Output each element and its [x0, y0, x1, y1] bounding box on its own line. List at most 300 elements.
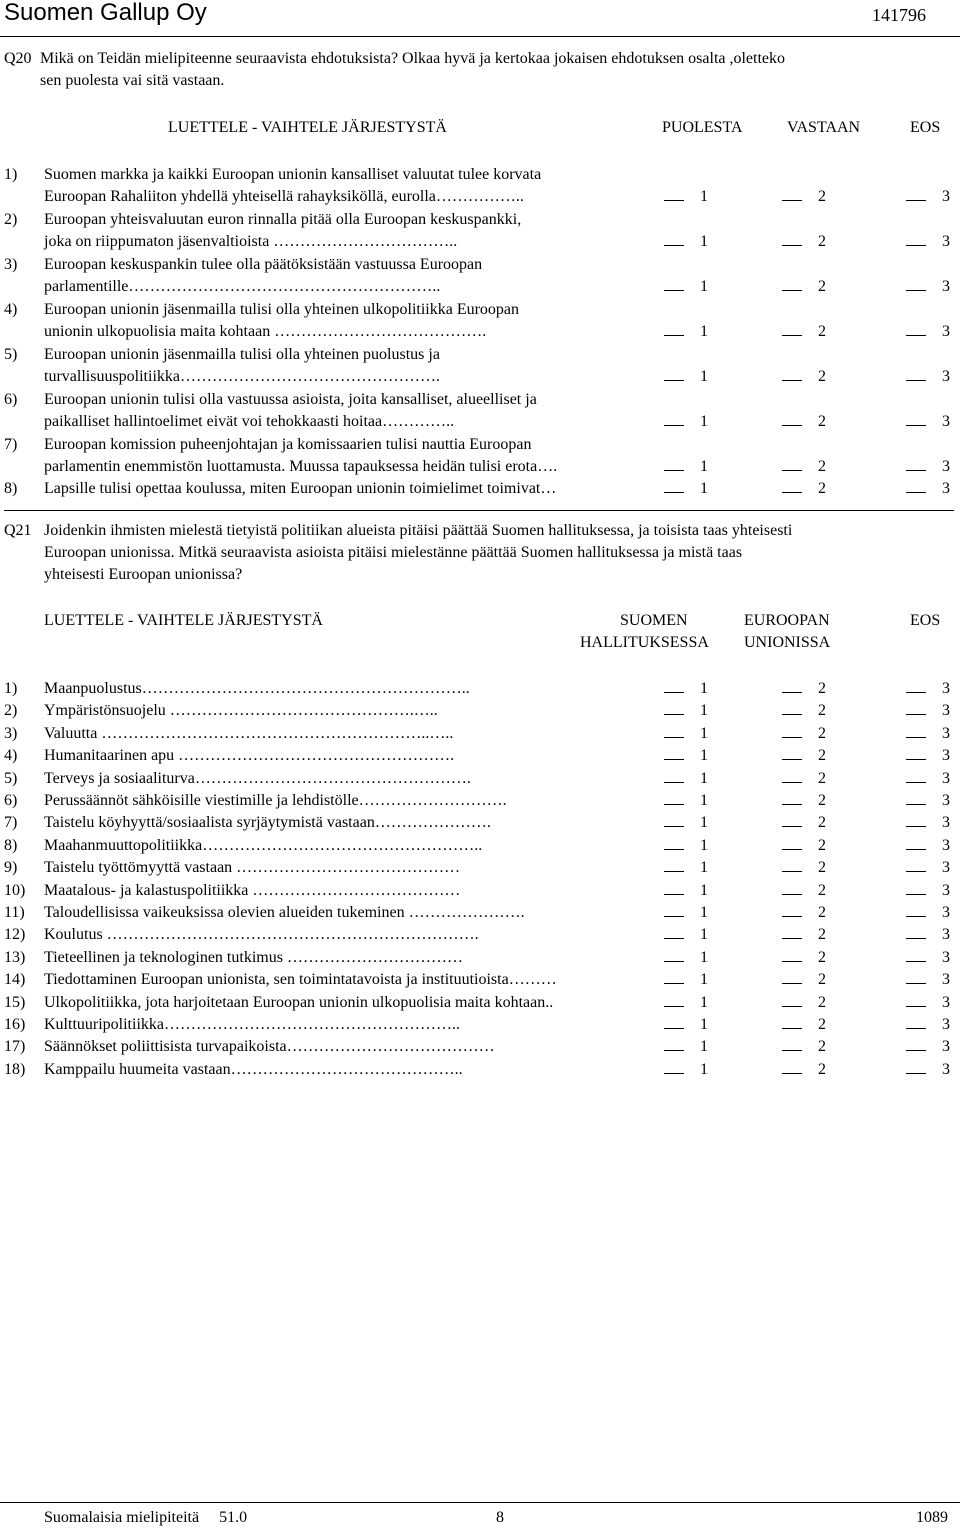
item-text: Euroopan unionin jäsenmailla tulisi olla yhteinen ulkopolitiikka Euroopan: [44, 301, 520, 318]
answer-option-3[interactable]: [906, 1036, 950, 1058]
item-number: 6): [4, 792, 18, 809]
answer-option-1[interactable]: [664, 857, 708, 879]
answer-option-2[interactable]: [782, 812, 826, 834]
page-header: [0, 0, 960, 37]
page-footer: [0, 1502, 960, 1526]
item-text: Valuutta ……………………………………………………..…..: [44, 724, 454, 742]
item-number: 3): [4, 724, 18, 742]
answer-blank: [782, 678, 802, 693]
answer-option-2[interactable]: [782, 321, 826, 343]
item-number: 10): [4, 881, 26, 899]
answer-blank: [906, 835, 926, 850]
item-text-continued: Euroopan Rahaliiton yhdellä yhteisellä rahayksiköllä, eurolla……………..: [44, 188, 524, 205]
question-text-line: Euroopan unionissa. Mitkä seuraavista asioista pitäisi mielestänne päättää Suomen hallituksessa ja mistä taas: [44, 544, 743, 561]
answer-option-3[interactable]: [906, 366, 950, 388]
answer-code: 3: [942, 1016, 950, 1033]
answer-blank: [906, 790, 926, 805]
answer-code: 3: [942, 948, 950, 966]
answer-code: 2: [818, 904, 826, 921]
answer-blank: [782, 231, 802, 246]
answer-blank: [664, 1059, 684, 1074]
item-number: 15): [4, 993, 26, 1011]
answer-code: 2: [818, 323, 826, 340]
answer-code: 2: [818, 1016, 826, 1033]
answer-code: 1: [700, 814, 708, 832]
item-number: 6): [4, 391, 18, 408]
answer-option-1[interactable]: [664, 812, 708, 834]
item-text: Euroopan unionin tulisi olla vastuussa asioista, joita kansalliset, alueelliset ja: [44, 391, 537, 408]
answer-code: 1: [700, 480, 708, 497]
answer-code: 1: [700, 881, 708, 899]
answer-blank: [782, 745, 802, 760]
answer-blank: [782, 186, 802, 201]
answer-code: 1: [700, 702, 708, 720]
answer-code: 3: [942, 814, 950, 832]
answer-option-2[interactable]: [782, 857, 826, 879]
answer-code: 2: [818, 480, 826, 497]
answer-blank: [906, 366, 926, 381]
answer-option-2[interactable]: [782, 478, 826, 500]
answer-code: 1: [700, 724, 708, 742]
answer-blank: [782, 700, 802, 715]
answer-option-2[interactable]: [782, 231, 826, 253]
answer-option-3[interactable]: [906, 723, 950, 745]
item-text: Lapsille tulisi opettaa koulussa, miten Euroopan unionin toimielimet toimivat…: [44, 480, 557, 497]
answer-option-1[interactable]: [664, 1014, 708, 1036]
column-header-for: PUOLESTA: [662, 119, 743, 136]
item-text: Tieteellinen ja teknologinen tutkimus ……………………………: [44, 948, 463, 966]
answer-code: 2: [818, 702, 826, 720]
answer-option-3[interactable]: [906, 835, 950, 857]
answer-option-1[interactable]: [664, 924, 708, 946]
answer-blank: [906, 812, 926, 827]
answer-option-3[interactable]: [906, 700, 950, 722]
item-number: 8): [4, 480, 18, 497]
answer-option-1[interactable]: [664, 768, 708, 790]
answer-code: 3: [942, 792, 950, 809]
item-number: 5): [4, 769, 18, 787]
answer-blank: [664, 924, 684, 939]
answer-code: 1: [700, 904, 708, 921]
answer-blank: [664, 700, 684, 715]
item-text: Perussäännöt sähköisille viestimille ja lehdistölle……………………….: [44, 792, 507, 809]
answer-blank: [664, 835, 684, 850]
item-text: Taistelu köyhyyttä/sosiaalista syrjäytymistä vastaan………………….: [44, 814, 491, 832]
answer-code: 1: [700, 1016, 708, 1033]
answer-blank: [664, 969, 684, 984]
answer-option-2[interactable]: [782, 880, 826, 902]
answer-option-1[interactable]: [664, 880, 708, 902]
answer-blank: [906, 745, 926, 760]
answer-option-2[interactable]: [782, 366, 826, 388]
item-text: Maahanmuuttopolitiikka……………………………………………..: [44, 836, 483, 854]
answer-code: 2: [818, 747, 826, 765]
answer-blank: [782, 1014, 802, 1029]
answer-code: 3: [942, 904, 950, 921]
footer-code: 1089: [916, 1509, 948, 1526]
answer-code: 1: [700, 368, 708, 385]
answer-blank: [906, 902, 926, 917]
answer-code: 1: [700, 1038, 708, 1056]
item-text: Taloudellisissa vaikeuksissa olevien alueiden tukeminen ………………….: [44, 904, 525, 921]
answer-option-3[interactable]: [906, 678, 950, 700]
answer-code: 1: [700, 1060, 708, 1078]
answer-blank: [906, 186, 926, 201]
column-header-line: EUROOPAN: [744, 612, 830, 629]
answer-blank: [782, 924, 802, 939]
question-text-line: yhteisesti Euroopan unionissa?: [44, 566, 243, 583]
item-number: 2): [4, 211, 18, 228]
answer-option-2[interactable]: [782, 790, 826, 812]
item-number: 7): [4, 814, 18, 832]
footer-page-number: 8: [496, 1509, 504, 1526]
answer-option-1[interactable]: [664, 321, 708, 343]
answer-code: 3: [942, 769, 950, 787]
answer-option-2[interactable]: [782, 902, 826, 924]
answer-option-3[interactable]: [906, 947, 950, 969]
answer-blank: [782, 1036, 802, 1051]
answer-option-3[interactable]: [906, 745, 950, 767]
answer-blank: [906, 678, 926, 693]
item-number: 1): [4, 166, 18, 183]
answer-blank: [664, 478, 684, 493]
answer-blank: [782, 969, 802, 984]
answer-code: 3: [942, 926, 950, 944]
answer-option-3[interactable]: [906, 924, 950, 946]
answer-option-3[interactable]: [906, 768, 950, 790]
answer-blank: [664, 902, 684, 917]
answer-blank: [782, 812, 802, 827]
answer-code: 2: [818, 948, 826, 966]
answer-blank: [782, 1059, 802, 1074]
item-number: 18): [4, 1060, 26, 1078]
answer-option-1[interactable]: [664, 366, 708, 388]
instruction-text: LUETTELE - VAIHTELE JÄRJESTYSTÄ: [168, 119, 447, 136]
item-text: Terveys ja sosiaaliturva…………………………………………….: [44, 769, 471, 787]
item-text-continued: turvallisuuspolitiikka………………………………………….: [44, 368, 440, 385]
item-number: 16): [4, 1016, 26, 1033]
answer-option-1[interactable]: [664, 1059, 708, 1081]
answer-blank: [782, 768, 802, 783]
item-text-continued: parlamentille…………………………………………………..: [44, 278, 441, 295]
answer-blank: [664, 1014, 684, 1029]
question-text: [44, 520, 954, 586]
answer-option-2[interactable]: [782, 835, 826, 857]
item-number: 8): [4, 836, 18, 854]
answer-option-1[interactable]: [664, 992, 708, 1014]
answer-option-3[interactable]: [906, 857, 950, 879]
item-number: 9): [4, 859, 18, 877]
answer-blank: [906, 723, 926, 738]
answer-option-3[interactable]: [906, 231, 950, 253]
answer-option-3[interactable]: [906, 880, 950, 902]
question-text-line: Mikä on Teidän mielipiteenne seuraavista ehdotuksista? Olkaa hyvä ja kertokaa jokaisen ehdotuksen osalta ,oletteko: [40, 50, 786, 67]
item-text-continued: parlamentin enemmistön luottamusta. Muussa tapauksessa heidän tulisi erota….: [44, 458, 558, 475]
item-number: 5): [4, 346, 18, 363]
question-id: Q20: [4, 50, 32, 67]
item-text: Koulutus …………………………………………………………….: [44, 926, 479, 944]
answer-code: 2: [818, 792, 826, 809]
item-text: Euroopan yhteisvaluutan euron rinnalla pitää olla Euroopan keskuspankki,: [44, 211, 522, 228]
answer-code: 1: [700, 413, 708, 430]
answer-blank: [664, 947, 684, 962]
answer-code: 3: [942, 233, 950, 250]
answer-blank: [664, 456, 684, 471]
answer-code: 1: [700, 993, 708, 1011]
answer-option-2[interactable]: [782, 1036, 826, 1058]
column-header-finland: [580, 610, 709, 654]
item-number: 4): [4, 747, 18, 765]
answer-blank: [906, 947, 926, 962]
answer-code: 3: [942, 480, 950, 497]
answer-code: 1: [700, 323, 708, 340]
answer-option-3[interactable]: [906, 969, 950, 991]
answer-option-2[interactable]: [782, 768, 826, 790]
answer-blank: [782, 276, 802, 291]
answer-blank: [906, 992, 926, 1007]
item-text-continued: joka on riippumaton jäsenvaltioista ……………………………..: [44, 233, 458, 250]
answer-option-2[interactable]: [782, 186, 826, 208]
item-number: 2): [4, 702, 18, 720]
answer-option-1[interactable]: [664, 947, 708, 969]
answer-code: 3: [942, 413, 950, 430]
answer-blank: [664, 1036, 684, 1051]
answer-blank: [906, 880, 926, 895]
column-header-eos: EOS: [910, 119, 941, 136]
answer-option-2[interactable]: [782, 1059, 826, 1081]
answer-code: 3: [942, 836, 950, 854]
item-number: 12): [4, 926, 26, 944]
answer-code: 2: [818, 814, 826, 832]
answer-code: 2: [818, 971, 826, 989]
answer-code: 1: [700, 859, 708, 877]
item-number: 17): [4, 1038, 26, 1056]
column-header-line: HALLITUKSESSA: [580, 634, 709, 651]
answer-code: 2: [818, 881, 826, 899]
item-text: Tiedottaminen Euroopan unionista, sen toimintatavoista ja instituutioista………: [44, 971, 557, 989]
column-header-against: VASTAAN: [787, 119, 861, 136]
item-number: 4): [4, 301, 18, 318]
item-number: 1): [4, 680, 18, 697]
answer-code: 3: [942, 971, 950, 989]
answer-code: 1: [700, 458, 708, 475]
answer-option-2[interactable]: [782, 723, 826, 745]
question-id: Q21: [4, 522, 32, 539]
answer-option-3[interactable]: [906, 321, 950, 343]
item-text: Taistelu työttömyyttä vastaan ……………………………………: [44, 859, 461, 877]
answer-code: 2: [818, 1060, 826, 1078]
footer-publication: Suomalaisia mielipiteitä 51.0: [44, 1509, 248, 1526]
item-number: 14): [4, 971, 26, 989]
item-text: Maatalous- ja kalastuspolitiikka …………………………………: [44, 881, 461, 899]
answer-code: 3: [942, 1038, 950, 1056]
answer-blank: [664, 790, 684, 805]
answer-blank: [906, 231, 926, 246]
answer-blank: [782, 411, 802, 426]
answer-option-3[interactable]: [906, 790, 950, 812]
answer-code: 3: [942, 368, 950, 385]
answer-blank: [664, 812, 684, 827]
answer-blank: [782, 902, 802, 917]
answer-blank: [906, 321, 926, 336]
answer-option-3[interactable]: [906, 456, 950, 478]
answer-option-1[interactable]: [664, 411, 708, 433]
item-number: 11): [4, 904, 25, 921]
question-text-line: Joidenkin ihmisten mielestä tietyistä politiikan alueista pitäisi päättää Suomen hallituksessa, ja toisista taas yhteisesti: [44, 522, 793, 539]
question-text-line: sen puolesta vai sitä vastaan.: [40, 72, 225, 89]
answer-blank: [782, 835, 802, 850]
answer-option-1[interactable]: [664, 678, 708, 700]
answer-option-1[interactable]: [664, 902, 708, 924]
instruction-text: LUETTELE - VAIHTELE JÄRJESTYSTÄ: [44, 612, 323, 629]
answer-code: 1: [700, 769, 708, 787]
answer-code: 3: [942, 323, 950, 340]
answer-blank: [664, 231, 684, 246]
answer-blank: [664, 366, 684, 381]
answer-option-1[interactable]: [664, 456, 708, 478]
answer-blank: [906, 1014, 926, 1029]
answer-code: 1: [700, 948, 708, 966]
answer-blank: [906, 478, 926, 493]
answer-code: 1: [700, 747, 708, 765]
answer-option-3[interactable]: [906, 1014, 950, 1036]
answer-option-1[interactable]: [664, 276, 708, 298]
answer-option-1[interactable]: [664, 478, 708, 500]
answer-option-3[interactable]: [906, 812, 950, 834]
answer-code: 3: [942, 747, 950, 765]
answer-option-2[interactable]: [782, 969, 826, 991]
answer-blank: [664, 992, 684, 1007]
item-text-continued: paikalliset hallintoelimet eivät voi tehokkaasti hoitaa…………..: [44, 413, 455, 430]
item-text-continued: unionin ulkopuolisia maita kohtaan ………………………………….: [44, 323, 487, 340]
answer-code: 1: [700, 680, 708, 697]
answer-blank: [906, 857, 926, 872]
column-header-line: SUOMEN: [620, 612, 688, 629]
answer-option-3[interactable]: [906, 411, 950, 433]
section-divider: [4, 510, 954, 511]
answer-blank: [782, 366, 802, 381]
item-text: Euroopan keskuspankin tulee olla päätöksistään vastuussa Euroopan: [44, 256, 483, 273]
answer-blank: [906, 924, 926, 939]
answer-code: 1: [700, 792, 708, 809]
answer-code: 3: [942, 993, 950, 1011]
answer-option-3[interactable]: [906, 902, 950, 924]
answer-option-1[interactable]: [664, 700, 708, 722]
answer-option-2[interactable]: [782, 924, 826, 946]
answer-blank: [782, 790, 802, 805]
answer-option-2[interactable]: [782, 947, 826, 969]
answer-blank: [906, 456, 926, 471]
answer-blank: [906, 1036, 926, 1051]
answer-blank: [782, 992, 802, 1007]
answer-option-1[interactable]: [664, 231, 708, 253]
column-header-eu: [744, 610, 830, 654]
answer-blank: [782, 478, 802, 493]
answer-code: 2: [818, 769, 826, 787]
answer-blank: [782, 857, 802, 872]
answer-blank: [664, 186, 684, 201]
answer-option-1[interactable]: [664, 186, 708, 208]
answer-blank: [664, 768, 684, 783]
answer-code: 2: [818, 1038, 826, 1056]
answer-option-3[interactable]: [906, 186, 950, 208]
column-header-eos: EOS: [910, 612, 941, 629]
answer-option-1[interactable]: [664, 969, 708, 991]
answer-blank: [906, 1059, 926, 1074]
answer-option-2[interactable]: [782, 1014, 826, 1036]
answer-option-2[interactable]: [782, 411, 826, 433]
answer-blank: [906, 700, 926, 715]
answer-code: 1: [700, 971, 708, 989]
answer-blank: [906, 411, 926, 426]
answer-code: 2: [818, 188, 826, 205]
answer-option-2[interactable]: [782, 700, 826, 722]
item-text: Ulkopolitiikka, jota harjoitetaan Euroopan unionin ulkopuolisia maita kohtaan..: [44, 993, 554, 1011]
answer-blank: [664, 880, 684, 895]
answer-option-1[interactable]: [664, 790, 708, 812]
answer-code: 3: [942, 702, 950, 720]
answer-code: 2: [818, 993, 826, 1011]
item-text: Suomen markka ja kaikki Euroopan unionin kansalliset valuutat tulee korvata: [44, 166, 542, 183]
answer-option-1[interactable]: [664, 835, 708, 857]
answer-option-3[interactable]: [906, 1059, 950, 1081]
item-text: Kulttuuripolitiikka………………………………………………..: [44, 1016, 460, 1033]
answer-blank: [782, 947, 802, 962]
item-text: Maanpuolustus……………………………………………………..: [44, 680, 470, 697]
answer-blank: [782, 723, 802, 738]
answer-blank: [782, 880, 802, 895]
question-text: [40, 48, 950, 92]
answer-code: 3: [942, 680, 950, 697]
answer-blank: [782, 321, 802, 336]
item-number: 3): [4, 256, 18, 273]
answer-blank: [664, 411, 684, 426]
answer-option-2[interactable]: [782, 276, 826, 298]
answer-code: 3: [942, 458, 950, 475]
answer-option-2[interactable]: [782, 456, 826, 478]
answer-option-2[interactable]: [782, 745, 826, 767]
answer-code: 2: [818, 859, 826, 877]
answer-blank: [906, 969, 926, 984]
answer-option-2[interactable]: [782, 992, 826, 1014]
answer-blank: [906, 768, 926, 783]
answer-code: 2: [818, 680, 826, 697]
item-text: Humanitaarinen apu …………………………………………….: [44, 747, 455, 765]
answer-code: 3: [942, 881, 950, 899]
answer-blank: [664, 857, 684, 872]
column-header-line: UNIONISSA: [744, 634, 831, 651]
answer-code: 2: [818, 413, 826, 430]
answer-code: 1: [700, 278, 708, 295]
answer-code: 2: [818, 233, 826, 250]
answer-option-1[interactable]: [664, 723, 708, 745]
answer-blank: [664, 276, 684, 291]
answer-blank: [906, 276, 926, 291]
answer-code: 1: [700, 926, 708, 944]
answer-option-1[interactable]: [664, 1036, 708, 1058]
answer-option-1[interactable]: [664, 745, 708, 767]
answer-code: 3: [942, 1060, 950, 1078]
answer-option-3[interactable]: [906, 276, 950, 298]
answer-blank: [664, 745, 684, 760]
answer-option-3[interactable]: [906, 478, 950, 500]
answer-option-3[interactable]: [906, 992, 950, 1014]
answer-option-2[interactable]: [782, 678, 826, 700]
answer-code: 1: [700, 188, 708, 205]
answer-code: 2: [818, 458, 826, 475]
answer-code: 1: [700, 233, 708, 250]
answer-blank: [664, 321, 684, 336]
